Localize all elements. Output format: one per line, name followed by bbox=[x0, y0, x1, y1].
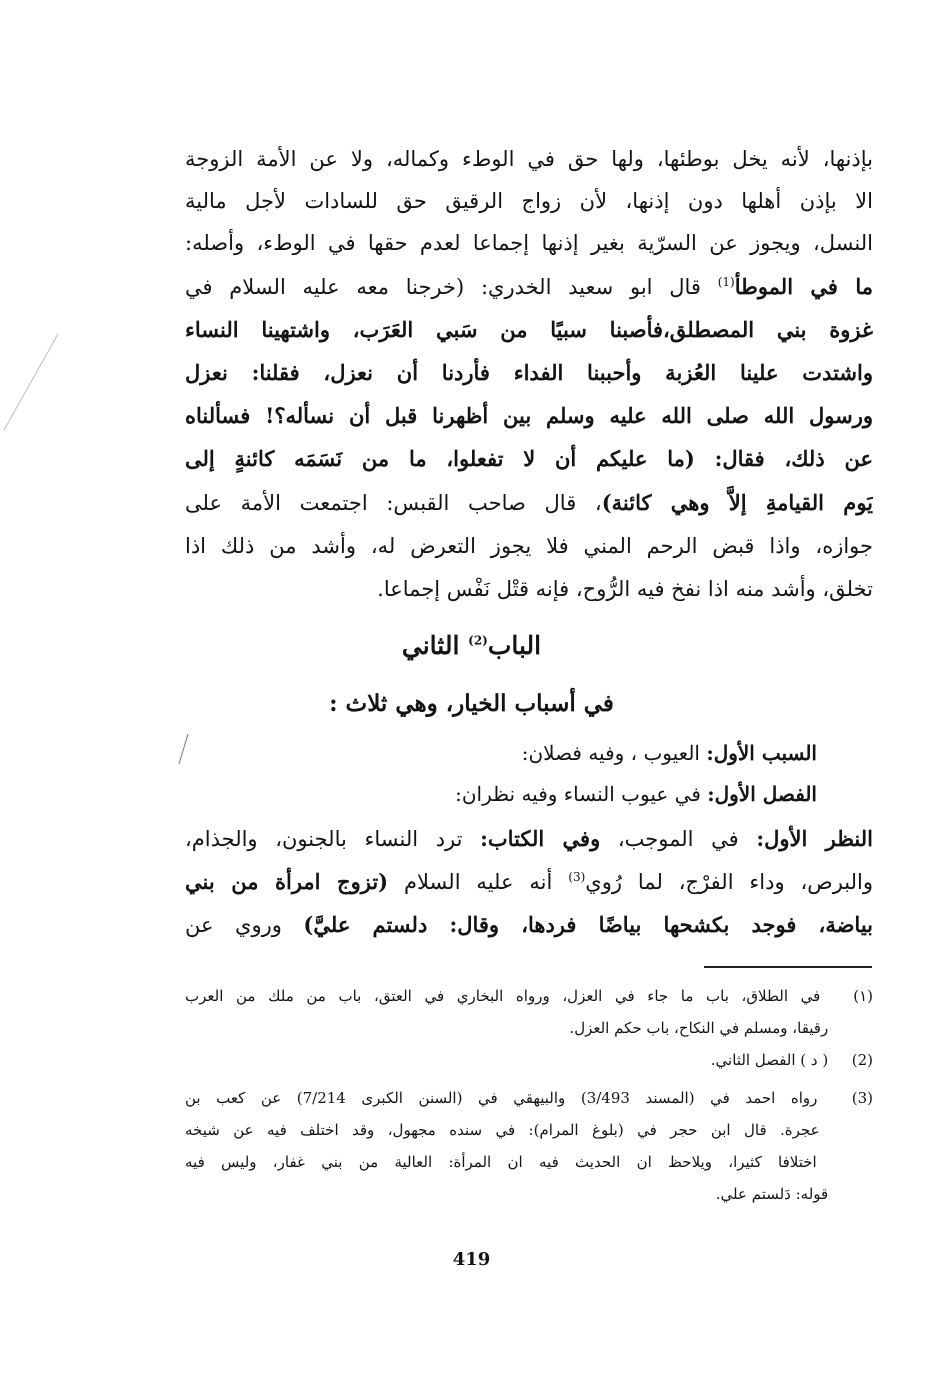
nadhar-label-b: وفي الكتاب: bbox=[480, 826, 601, 851]
nadhar-line3-a: بياضة، فوجد بكشحها بياضًا فردها، وقال: دلستم عليَّ) bbox=[303, 912, 873, 937]
nadhar-line-2 bbox=[185, 862, 873, 902]
footnote-3-text-3: اختلافا كثيرا، ويلاحظ ان الحديث فيه ان المرأة: العالية من بني غفار، وليس فيه bbox=[185, 1153, 817, 1171]
chapter-heading bbox=[0, 624, 943, 668]
nadhar-line2-b: أنه عليه السلام bbox=[388, 870, 569, 894]
body-line-11: تخلق، وأشد منه اذا نفخ فيه الرُّوح، فإنه قتْل نَفْس إجماعا. bbox=[377, 577, 873, 601]
qabas-quote: ، قال صاحب القبس: اجتمعت الأمة على bbox=[185, 491, 602, 515]
footnote-3-line-2 bbox=[185, 1114, 873, 1146]
body-line-5: غزوة بني المصطلق،فأصبنا سبيًا من سَبي العَرَب، واشتهينا النساء bbox=[185, 317, 873, 342]
nadhar-line2-a: والبرص، وداء الفرْج، لما رُوي bbox=[585, 870, 873, 894]
footnote-2-line-1 bbox=[185, 1044, 873, 1076]
hadith-end: يَوم القيامةِ إلاَّ وهي كائنة) bbox=[601, 490, 873, 515]
section-chapter-one bbox=[455, 776, 817, 812]
chapter-title-a: الباب bbox=[487, 631, 542, 660]
footnote-2-number: (2) bbox=[851, 1051, 873, 1069]
section-chapter-text: في عيوب النساء وفيه نظران: bbox=[455, 782, 708, 806]
nadhar-line-3 bbox=[185, 905, 873, 945]
footnote-1-line-2 bbox=[185, 1012, 873, 1044]
body-line-10: جوازه، واذا قبض الرحم المني فلا يجوز التعرض له، وأشد من ذلك اذا bbox=[185, 534, 873, 558]
footnote-3-text-4: قوله: دَلستم علي. bbox=[715, 1185, 829, 1203]
footnote-ref-2: (2) bbox=[468, 633, 488, 648]
section-cause-text: العيوب ، وفيه فصلان: bbox=[521, 741, 707, 765]
body-line-6: واشتدت علينا العُزبة وأحببنا الفداء فأردنا أن نعزل، فقلنا: نعزل bbox=[185, 360, 873, 385]
body-line-3: النسل، ويجوز عن السرّية بغير إذنها إجماعا لعدم حقها في الوطء، وأصله: bbox=[185, 231, 873, 255]
footnote-3-line-1 bbox=[185, 1082, 873, 1114]
footnote-3-number: (3) bbox=[851, 1089, 873, 1107]
footnote-ref-3: (3) bbox=[568, 870, 586, 884]
footnote-ref-1: (1) bbox=[717, 275, 735, 289]
footnote-3-text-2: عجرة. قال ابن حجر في (بلوغ المرام): في سنده مجهول، وقد اختلف فيه عن شيخه bbox=[185, 1121, 820, 1139]
body-line-8: عن ذلك، فقال: (ما عليكم أن لا تفعلوا، ما من نَسَمَه كائنةٍ إلى bbox=[185, 446, 873, 471]
muwatta-ref: ما في الموطأ bbox=[734, 274, 873, 299]
chapter-subtitle: في أسباب الخيار، وهي ثلاث : bbox=[329, 690, 614, 717]
chapter-title-b: الثاني bbox=[401, 631, 460, 660]
footnote-separator bbox=[704, 966, 872, 968]
hadith-intro: قال ابو سعيد الخدري: (خرجنا معه عليه السلام في bbox=[185, 275, 701, 299]
body-line-2: الا بإذن أهلها دون إذنها، لأن زواج الرقيق حق للسادات لأجل مالية bbox=[185, 189, 873, 213]
footnote-3-line-4 bbox=[185, 1178, 873, 1210]
nadhar-text-b: ترد النساء بالجنون، والجذام، bbox=[185, 827, 481, 851]
page-number: 419 bbox=[452, 1249, 491, 1270]
body-line-7: ورسول الله صلى الله عليه وسلم بين أظهرنا قبل أن نسأله؟! فسألناه bbox=[185, 403, 873, 428]
section-chapter-label: الفصل الأول: bbox=[707, 782, 817, 806]
body-line-9 bbox=[185, 483, 873, 523]
footnote-1-line-1 bbox=[185, 980, 873, 1012]
nadhar-label: النظر الأول: bbox=[756, 826, 873, 851]
footnote-2-text-1: ( د ) الفصل الثاني. bbox=[710, 1051, 829, 1069]
footnote-1-text-1: في الطلاق، باب ما جاء في العزل، ورواه البخاري في العتق، باب من ملك من العرب bbox=[185, 987, 821, 1005]
nadhar-line2-c: (تزوج امرأة من بني bbox=[185, 869, 389, 894]
section-cause-one bbox=[522, 735, 817, 771]
body-line-4 bbox=[185, 267, 873, 307]
section-cause-label: السبب الأول: bbox=[706, 741, 817, 765]
scan-mark-mid bbox=[176, 730, 190, 770]
footnote-1-text-2: رقيقا، ومسلم في النكاح، باب حكم العزل. bbox=[569, 1019, 829, 1037]
nadhar-text-a: في الموجب، bbox=[600, 827, 757, 851]
footnote-3-text-1: رواه احمد في (المسند 3/493) والبيهقي في (السنن الكبرى 7/214) عن كعب بن bbox=[185, 1089, 818, 1107]
footnote-3-line-3 bbox=[185, 1146, 873, 1178]
body-line-1: بإذنها، لأنه يخل بوطئها، ولها حق في الوطء وكماله، ولا عن الأمة الزوجة bbox=[185, 147, 873, 171]
scan-mark-left bbox=[0, 330, 60, 440]
nadhar-line3-b: وروي عن bbox=[185, 913, 304, 937]
nadhar-line-1 bbox=[185, 819, 873, 859]
footnote-1-number: (١) bbox=[853, 987, 873, 1005]
